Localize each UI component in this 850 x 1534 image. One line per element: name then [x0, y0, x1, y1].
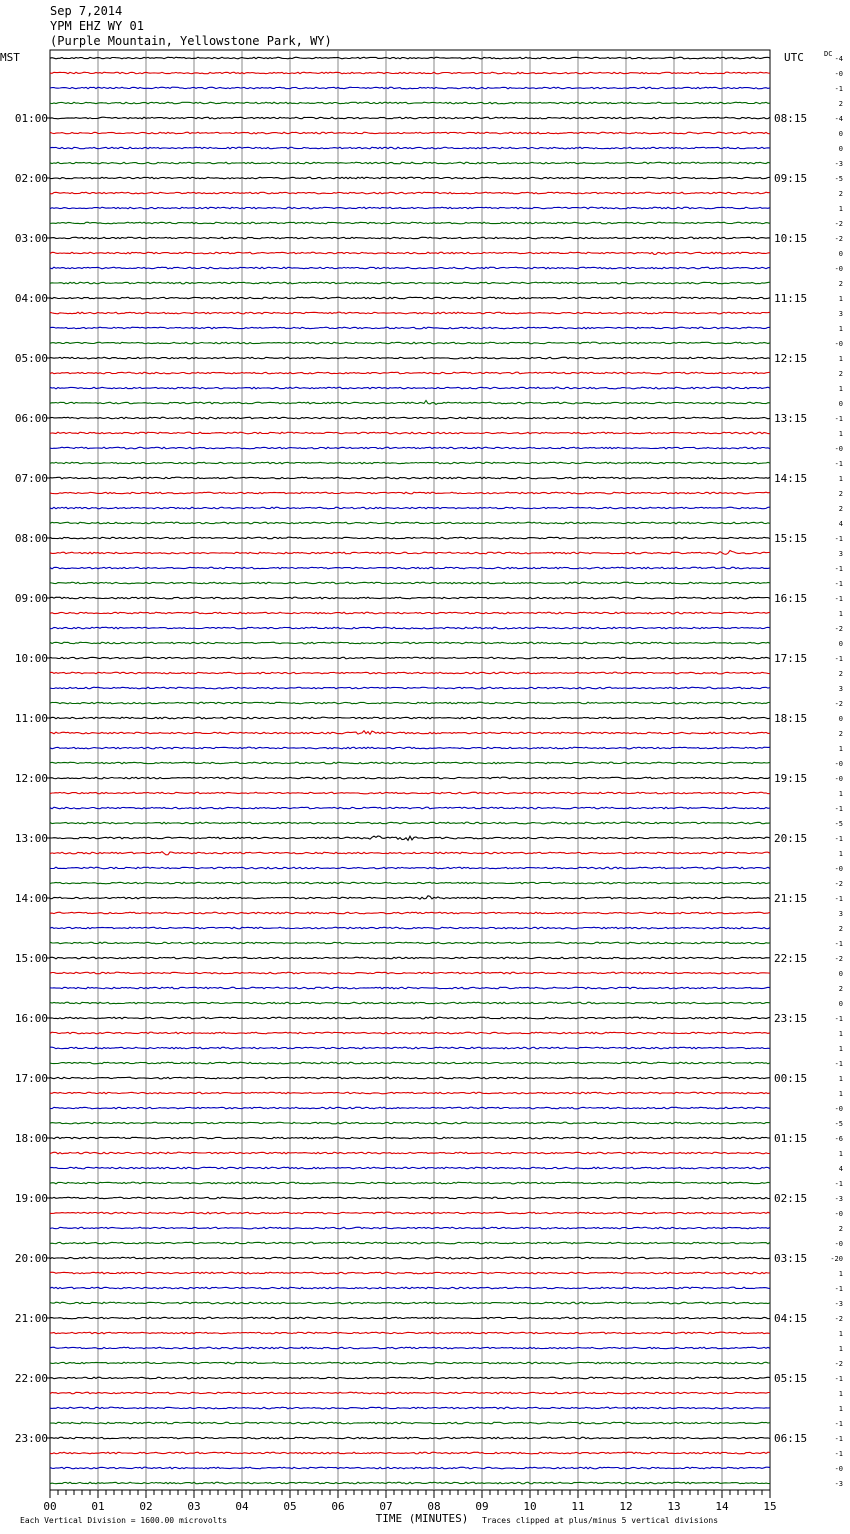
dc-offset-label: 1	[838, 1405, 843, 1413]
dc-offset-label: 0	[838, 400, 843, 408]
dc-offset-label: -0	[834, 1105, 843, 1113]
dc-offset-label: -1	[834, 1375, 843, 1383]
trace-line	[50, 1287, 770, 1289]
trace-line	[50, 282, 770, 284]
utc-hour-label: 10:15	[774, 232, 808, 245]
mst-hour-label: 03:00	[14, 232, 48, 245]
trace-line	[50, 432, 770, 434]
trace-line	[50, 1182, 770, 1184]
dc-offset-label: 2	[838, 1225, 843, 1233]
utc-hour-label: 12:15	[774, 352, 808, 365]
trace-line	[50, 927, 770, 929]
footer-clip-note: Traces clipped at plus/minus 5 vertical divisions	[482, 1516, 719, 1525]
trace-line	[50, 312, 770, 314]
x-tick-label: 13	[667, 1500, 681, 1513]
trace-line	[50, 1227, 770, 1229]
trace-line	[50, 1437, 770, 1439]
dc-offset-label: 2	[838, 280, 843, 288]
dc-offset-label: -6	[834, 1135, 843, 1143]
mst-hour-label: 19:00	[14, 1192, 48, 1205]
x-tick-label: 00	[43, 1500, 57, 1513]
dc-offset-label: 1	[838, 850, 843, 858]
trace-line	[50, 162, 770, 164]
dc-offset-label: 1	[838, 1075, 843, 1083]
dc-offset-label: -0	[834, 1465, 843, 1473]
utc-hour-label: 15:15	[774, 532, 808, 545]
trace-line	[50, 1197, 770, 1199]
dc-label: DC	[824, 50, 833, 58]
dc-offset-label: -0	[834, 1240, 843, 1248]
dc-offset-label: -3	[834, 1480, 843, 1488]
dc-offset-label: -4	[834, 115, 843, 123]
x-tick-label: 06	[331, 1500, 345, 1513]
dc-offset-label: 1	[838, 1270, 843, 1278]
trace-line	[50, 1092, 770, 1094]
mst-hour-label: 10:00	[14, 652, 48, 665]
trace-line	[50, 942, 770, 944]
dc-offset-label: -0	[834, 445, 843, 453]
trace-line	[50, 462, 770, 464]
dc-offset-label: 2	[838, 670, 843, 678]
trace-line	[50, 896, 770, 899]
trace-line	[50, 792, 770, 794]
trace-line	[50, 912, 770, 914]
trace-line	[50, 102, 770, 104]
trace-line	[50, 1452, 770, 1454]
dc-offset-label: -1	[834, 940, 843, 948]
x-tick-label: 12	[619, 1500, 633, 1513]
x-axis-label: TIME (MINUTES)	[375, 1512, 469, 1525]
dc-offset-label: 1	[838, 430, 843, 438]
trace-line	[50, 1332, 770, 1334]
mst-hour-label: 22:00	[14, 1372, 48, 1385]
utc-hour-label: 03:15	[774, 1252, 808, 1265]
dc-offset-label: -1	[834, 1450, 843, 1458]
mst-hour-label: 08:00	[14, 532, 48, 545]
dc-offset-label: -2	[834, 220, 843, 228]
dc-offset-label: -2	[834, 1360, 843, 1368]
dc-offset-label: 3	[838, 310, 843, 318]
trace-line	[50, 972, 770, 974]
trace-line	[50, 1017, 770, 1019]
dc-offset-label: -2	[834, 1315, 843, 1323]
trace-line	[50, 1302, 770, 1304]
trace-line	[50, 1107, 770, 1109]
dc-offset-label: -1	[834, 415, 843, 423]
utc-hour-label: 20:15	[774, 832, 808, 845]
trace-line	[50, 1257, 770, 1259]
x-tick-label: 04	[235, 1500, 249, 1513]
trace-line	[50, 207, 770, 209]
trace-line	[50, 1317, 770, 1319]
dc-offset-label: 1	[838, 385, 843, 393]
trace-line	[50, 612, 770, 614]
utc-hour-label: 02:15	[774, 1192, 808, 1205]
x-tick-label: 03	[187, 1500, 201, 1513]
dc-offset-label: -1	[834, 1285, 843, 1293]
x-tick-label: 02	[139, 1500, 153, 1513]
dc-offset-label: -1	[834, 835, 843, 843]
dc-offset-label: 1	[838, 745, 843, 753]
dc-offset-label: -0	[834, 70, 843, 78]
dc-offset-label: -2	[834, 955, 843, 963]
trace-line	[50, 492, 770, 494]
dc-offset-label: 1	[838, 1045, 843, 1053]
trace-line	[50, 1122, 770, 1124]
trace-line	[50, 747, 770, 749]
trace-line	[50, 957, 770, 959]
trace-line	[50, 477, 770, 479]
trace-line	[50, 1422, 770, 1424]
utc-hour-label: 14:15	[774, 472, 808, 485]
dc-offset-label: -1	[834, 655, 843, 663]
dc-offset-label: 3	[838, 550, 843, 558]
x-tick-label: 10	[523, 1500, 537, 1513]
trace-line	[50, 1032, 770, 1034]
utc-hour-label: 17:15	[774, 652, 808, 665]
mst-hour-label: 16:00	[14, 1012, 48, 1025]
utc-hour-label: 06:15	[774, 1432, 808, 1445]
dc-offset-label: -2	[834, 880, 843, 888]
trace-line	[50, 822, 770, 824]
trace-line	[50, 852, 770, 855]
trace-line	[50, 627, 770, 629]
dc-offset-label: -1	[834, 895, 843, 903]
dc-offset-label: -3	[834, 1195, 843, 1203]
dc-offset-label: -4	[834, 55, 843, 63]
dc-offset-label: 2	[838, 925, 843, 933]
mst-hour-label: 18:00	[14, 1132, 48, 1145]
dc-offset-label: 1	[838, 1345, 843, 1353]
dc-offset-label: -0	[834, 1210, 843, 1218]
mst-hour-label: 14:00	[14, 892, 48, 905]
dc-offset-label: 3	[838, 685, 843, 693]
dc-offset-label: 1	[838, 610, 843, 618]
dc-offset-label: -3	[834, 1300, 843, 1308]
trace-line	[50, 417, 770, 419]
dc-offset-label: -1	[834, 595, 843, 603]
trace-line	[50, 1167, 770, 1169]
trace-line	[50, 401, 770, 405]
trace-line	[50, 522, 770, 524]
x-tick-label: 05	[283, 1500, 297, 1513]
trace-line	[50, 731, 770, 735]
dc-offset-label: -0	[834, 340, 843, 348]
trace-line	[50, 1137, 770, 1139]
trace-line	[50, 672, 770, 674]
trace-line	[50, 237, 770, 239]
mst-hour-label: 12:00	[14, 772, 48, 785]
utc-hour-label: 22:15	[774, 952, 808, 965]
trace-line	[50, 1152, 770, 1154]
trace-line	[50, 537, 770, 539]
mst-hour-label: 20:00	[14, 1252, 48, 1265]
trace-line	[50, 117, 770, 119]
trace-line	[50, 836, 770, 840]
utc-hour-label: 19:15	[774, 772, 808, 785]
dc-offset-label: -1	[834, 535, 843, 543]
trace-line	[50, 222, 770, 224]
trace-line	[50, 582, 770, 584]
trace-line	[50, 807, 770, 809]
mst-hour-label: 02:00	[14, 172, 48, 185]
dc-offset-label: -1	[834, 1435, 843, 1443]
trace-line	[50, 551, 770, 555]
dc-offset-label: -1	[834, 1180, 843, 1188]
mst-hour-label: 13:00	[14, 832, 48, 845]
trace-line	[50, 252, 770, 254]
trace-line	[50, 447, 770, 449]
trace-line	[50, 87, 770, 89]
chart-station: YPM EHZ WY 01	[50, 19, 144, 33]
trace-line	[50, 867, 770, 869]
dc-offset-label: -2	[834, 700, 843, 708]
dc-offset-label: 0	[838, 715, 843, 723]
dc-offset-label: -1	[834, 460, 843, 468]
dc-offset-label: 4	[838, 520, 843, 528]
dc-offset-label: -1	[834, 1060, 843, 1068]
trace-line	[50, 1047, 770, 1049]
dc-offset-label: 2	[838, 730, 843, 738]
trace-line	[50, 1377, 770, 1379]
dc-offset-label: -5	[834, 175, 843, 183]
dc-offset-label: 0	[838, 1000, 843, 1008]
dc-offset-label: 1	[838, 1030, 843, 1038]
utc-hour-label: 21:15	[774, 892, 808, 905]
trace-line	[50, 1347, 770, 1349]
dc-offset-label: 0	[838, 640, 843, 648]
dc-offset-label: 1	[838, 1390, 843, 1398]
dc-offset-label: -5	[834, 1120, 843, 1128]
dc-offset-label: 2	[838, 100, 843, 108]
x-tick-label: 14	[715, 1500, 729, 1513]
utc-hour-label: 13:15	[774, 412, 808, 425]
mst-axis-label: MST	[0, 51, 20, 64]
trace-line	[50, 387, 770, 389]
x-tick-label: 08	[427, 1500, 441, 1513]
trace-line	[50, 1392, 770, 1394]
trace-line	[50, 327, 770, 329]
dc-offset-label: -1	[834, 805, 843, 813]
x-tick-label: 09	[475, 1500, 489, 1513]
trace-line	[50, 642, 770, 644]
trace-line	[50, 132, 770, 134]
footer-scale-note: Each Vertical Division = 1600.00 microvolts	[20, 1516, 228, 1525]
trace-line	[50, 147, 770, 149]
trace-line	[50, 657, 770, 659]
utc-hour-label: 05:15	[774, 1372, 808, 1385]
dc-offset-label: -0	[834, 775, 843, 783]
dc-offset-label: -1	[834, 85, 843, 93]
trace-line	[50, 1077, 770, 1079]
x-tick-label: 15	[763, 1500, 777, 1513]
utc-hour-label: 08:15	[774, 112, 808, 125]
dc-offset-label: -0	[834, 760, 843, 768]
x-tick-label: 07	[379, 1500, 393, 1513]
dc-offset-label: 1	[838, 355, 843, 363]
dc-offset-label: 0	[838, 145, 843, 153]
trace-line	[50, 1062, 770, 1064]
dc-offset-label: 1	[838, 1330, 843, 1338]
utc-hour-label: 01:15	[774, 1132, 808, 1145]
trace-line	[50, 1482, 770, 1484]
trace-line	[50, 507, 770, 509]
trace-line	[50, 72, 770, 74]
trace-line	[50, 717, 770, 719]
dc-offset-label: 3	[838, 910, 843, 918]
dc-offset-label: 2	[838, 490, 843, 498]
mst-hour-label: 11:00	[14, 712, 48, 725]
utc-hour-label: 11:15	[774, 292, 808, 305]
dc-offset-label: -2	[834, 235, 843, 243]
utc-hour-label: 16:15	[774, 592, 808, 605]
trace-line	[50, 702, 770, 704]
trace-line	[50, 882, 770, 884]
dc-offset-label: -3	[834, 160, 843, 168]
dc-offset-label: 4	[838, 1165, 843, 1173]
trace-line	[50, 987, 770, 989]
trace-line	[50, 1362, 770, 1364]
dc-offset-label: 1	[838, 475, 843, 483]
utc-hour-label: 04:15	[774, 1312, 808, 1325]
dc-offset-label: 1	[838, 325, 843, 333]
utc-hour-label: 23:15	[774, 1012, 808, 1025]
mst-hour-label: 05:00	[14, 352, 48, 365]
mst-hour-label: 21:00	[14, 1312, 48, 1325]
dc-offset-label: -1	[834, 1420, 843, 1428]
chart-date: Sep 7,2014	[50, 4, 123, 18]
trace-line	[50, 267, 770, 269]
dc-offset-label: 0	[838, 970, 843, 978]
dc-offset-label: -1	[834, 565, 843, 573]
dc-offset-label: 2	[838, 505, 843, 513]
trace-line	[50, 372, 770, 374]
dc-offset-label: 1	[838, 1150, 843, 1158]
trace-line	[50, 762, 770, 764]
mst-hour-label: 01:00	[14, 112, 48, 125]
trace-line	[50, 357, 770, 359]
utc-hour-label: 09:15	[774, 172, 808, 185]
x-tick-label: 01	[91, 1500, 105, 1513]
utc-axis-label: UTC	[784, 51, 804, 64]
dc-offset-label: 2	[838, 370, 843, 378]
trace-line	[50, 297, 770, 299]
trace-line	[50, 1002, 770, 1004]
dc-offset-label: -20	[830, 1255, 843, 1263]
dc-offset-label: 1	[838, 205, 843, 213]
dc-offset-label: 0	[838, 130, 843, 138]
utc-hour-label: 18:15	[774, 712, 808, 725]
mst-hour-label: 04:00	[14, 292, 48, 305]
dc-offset-label: 1	[838, 790, 843, 798]
trace-line	[50, 57, 770, 59]
dc-offset-label: 0	[838, 250, 843, 258]
trace-line	[50, 1272, 770, 1274]
mst-hour-label: 06:00	[14, 412, 48, 425]
mst-hour-label: 15:00	[14, 952, 48, 965]
dc-offset-label: -0	[834, 265, 843, 273]
x-tick-label: 11	[571, 1500, 585, 1513]
trace-line	[50, 777, 770, 779]
mst-hour-label: 23:00	[14, 1432, 48, 1445]
dc-offset-label: -2	[834, 625, 843, 633]
trace-line	[50, 1407, 770, 1409]
dc-offset-label: 1	[838, 1090, 843, 1098]
trace-line	[50, 597, 770, 599]
dc-offset-label: -1	[834, 1015, 843, 1023]
utc-hour-label: 00:15	[774, 1072, 808, 1085]
dc-offset-label: 1	[838, 295, 843, 303]
trace-line	[50, 192, 770, 194]
chart-location: (Purple Mountain, Yellowstone Park, WY)	[50, 34, 332, 48]
trace-line	[50, 1467, 770, 1469]
trace-line	[50, 1242, 770, 1244]
trace-line	[50, 567, 770, 569]
mst-hour-label: 17:00	[14, 1072, 48, 1085]
trace-line	[50, 177, 770, 179]
mst-hour-label: 07:00	[14, 472, 48, 485]
dc-offset-label: -5	[834, 820, 843, 828]
dc-offset-label: -1	[834, 580, 843, 588]
trace-line	[50, 342, 770, 344]
dc-offset-label: -0	[834, 865, 843, 873]
dc-offset-label: 2	[838, 190, 843, 198]
dc-offset-label: 2	[838, 985, 843, 993]
mst-hour-label: 09:00	[14, 592, 48, 605]
trace-line	[50, 1212, 770, 1214]
trace-line	[50, 687, 770, 689]
